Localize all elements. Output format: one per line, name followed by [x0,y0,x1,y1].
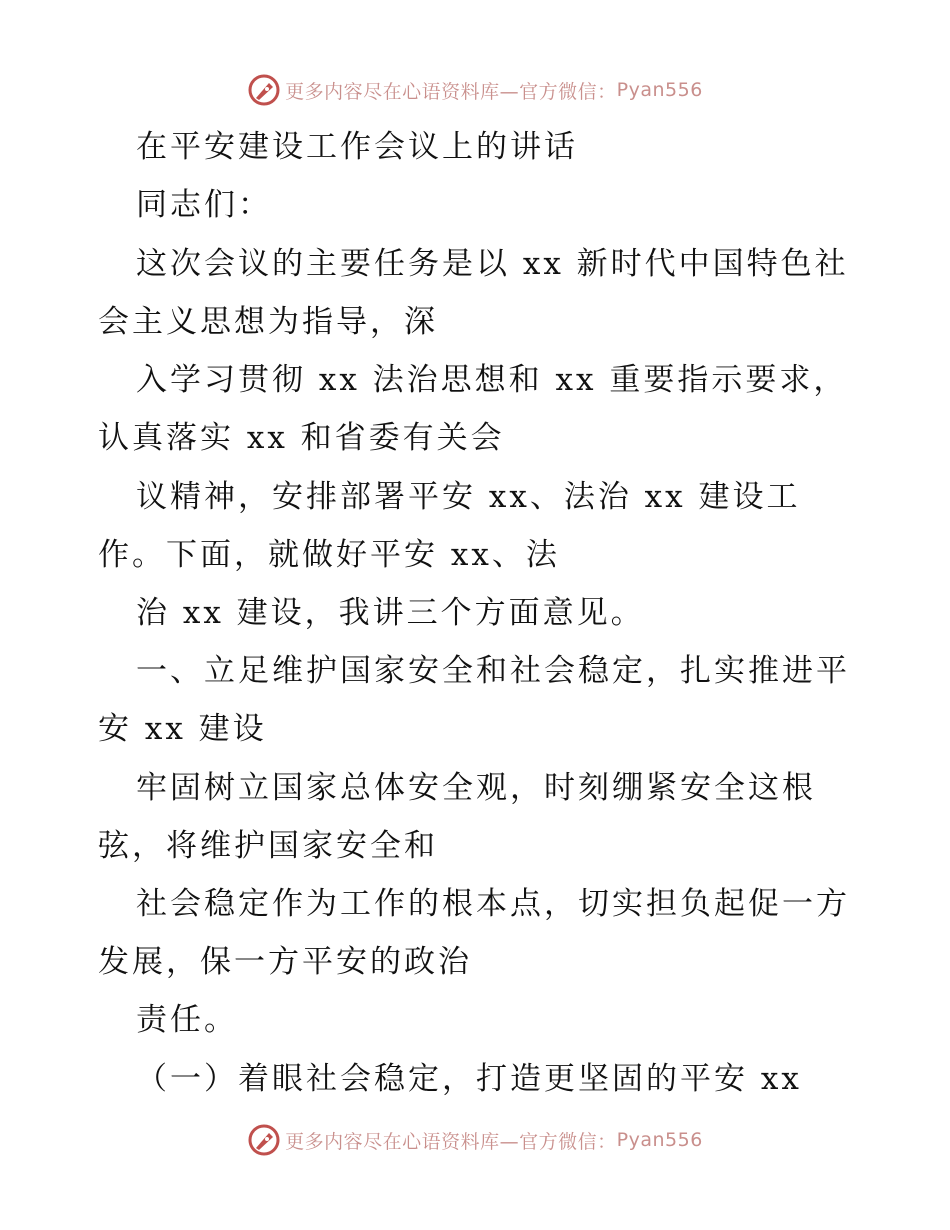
paragraph-line: 责任。 [136,1002,238,1038]
paragraph-line: 牢固树立国家总体安全观，时刻绷紧安全这根 [136,770,816,806]
paragraph-line: 弦，将维护国家安全和 [98,828,438,864]
pen-nib-circle-icon [247,1123,281,1157]
watermark-wechat-id: Pyan556 [616,1129,703,1151]
watermark-wechat-id: Pyan556 [616,79,703,101]
footer-watermark [0,1120,950,1160]
paragraph-line: 这次会议的主要任务是以 xx 新时代中国特色社 [136,246,849,282]
document-title: 在平安建设工作会议上的讲话 [136,129,578,165]
paragraph-line: 议精神，安排部署平安 xx、法治 xx 建设工 [136,479,801,515]
pen-nib-circle-icon [247,73,281,107]
paragraph-line: 会主义思想为指导，深 [98,304,438,340]
paragraph-line: 社会稳定作为工作的根本点，切实担负起促一方 [136,886,850,922]
paragraph-line: 作。下面，就做好平安 xx、法 [98,537,560,573]
subsection-heading: （一）着眼社会稳定，打造更坚固的平安 xx [136,1061,802,1097]
paragraph-line: 治 xx 建设，我讲三个方面意见。 [136,595,645,631]
salutation: 同志们： [136,187,272,223]
header-watermark [0,70,950,110]
section-heading: 一、立足维护国家安全和社会稳定，扎实推进平 [136,653,850,689]
paragraph-line: 认真落实 xx 和省委有关会 [98,420,505,456]
section-heading: 安 xx 建设 [98,711,267,747]
paragraph-line: 入学习贯彻 xx 法治思想和 xx 重要指示要求， [136,362,848,398]
watermark-text: 更多内容尽在心语资料库—官方微信： [285,80,617,103]
watermark-text: 更多内容尽在心语资料库—官方微信： [285,1130,617,1153]
paragraph-line: 发展，保一方平安的政治 [98,944,472,980]
